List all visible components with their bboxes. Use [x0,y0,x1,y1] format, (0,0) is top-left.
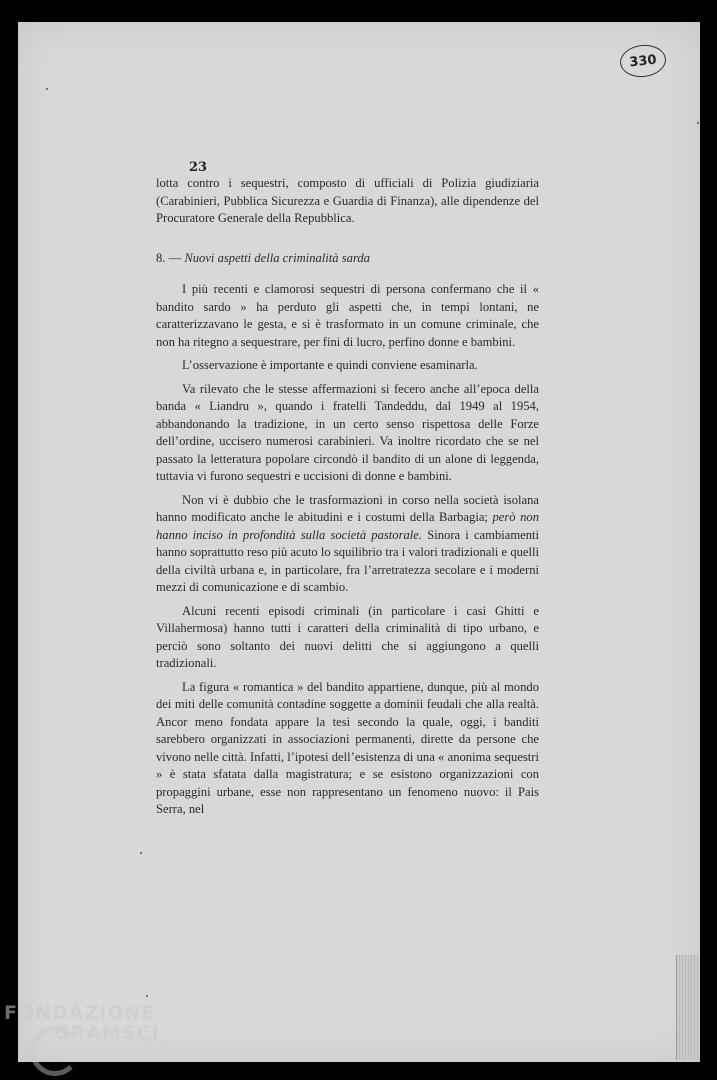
paragraph-5: Alcuni recenti episodi criminali (in particolare i casi Ghitti e Villahermosa) hanno tutti i caratteri della criminalità di tipo urbano, e perciò sono soltanto dei nuovi delitti che si aggiungono a quelli tradizionali. [156,603,539,670]
archive-stamp: 330 [618,43,667,80]
section-number: 8. — [156,250,182,265]
paragraph-1: I più recenti e clamorosi sequestri di persona confermano che il « bandito sardo » ha perduto gli aspetti che, in tempi lontani, ne caratterizzavano le gesta, e si è trasformato in un comune criminale, che non ha ritegno a sequestrare, per fini di lucro, perfino donne e bambini. [156,282,539,349]
paper-speck [697,122,699,124]
intro-paragraph: lotta contro i sequestri, composto di ufficiali di Polizia giudiziaria (Carabinieri, Pubblica Sicurezza e Guardia di Finanza), alle dipendenze del Procuratore Generale della Repubblica. [156,176,539,225]
paragraph-4-start: Non vi è dubbio che le trasformazioni in corso nella società isolana hanno modificato anche le abitudini e i costumi della Barbagia; [156,492,539,524]
watermark-logo [4,1002,170,1049]
paragraph-4-end: Sinora i cambiamenti hanno soprattutto reso più acuto lo squilibrio tra i valori tradizionali e quelli della civiltà urbana e, in particolare, fra l’arretratezza secolare e i moderni mezzi di comunicazione e di scambio. [156,527,540,594]
section-heading [156,250,539,268]
paragraph-4-italic: però non hanno inciso in profondità sulla società pastorale. [156,510,540,542]
document-body [156,175,539,819]
paragraph-3: Va rilevato che le stesse affermazioni si fecero anche all’epoca della banda « Liandru », quando i fratelli Tandeddu, dal 1949 al 1954, abbandonando la tradizione, in un certo senso rispettosa delle Forze dell’ordine, uccisero numerosi carabinieri. Va inoltre ricordato che se nel passato la letteratura popolare circondò il bandito di un alone di leggenda, tuttavia vi furono sequestri e uccisioni di donne e bambini. [156,381,539,483]
section-title: Nuovi aspetti della criminalità sarda [184,250,370,265]
paper-speck [46,88,48,90]
watermark-line-2: GRAMSCI [54,1022,160,1044]
page-number: 23 [189,160,208,175]
watermark-line-3: onlus [144,1040,171,1049]
paper-speck [140,852,142,854]
paper-speck [146,995,148,997]
paragraph-6: La figura « romantica » del bandito appartiene, dunque, più al mondo dei miti delle comunità contadine soggette a dominii feudali che alla realtà. Ancor meno fondata appare la tesi secondo la quale, oggi, i banditi sarebbero organizzati in associazioni permanenti, dirette da persone che vivono nelle città. Infatti, l’ipotesi dell’esistenza di una « anonima sequestri » è stata sfatata dalla magistratura; e se esistono organizzazioni con propaggini urbane, esse non rappresentano un fenomeno nuovo: il Pais Serra, nel [156,679,539,816]
paragraph-2: L’osservazione è importante e quindi conviene esaminarla. [182,358,478,372]
paragraph-4 [156,492,539,597]
watermark-line-1: FONDAZIONE [4,1002,156,1024]
page-edge-stack [676,955,699,1060]
